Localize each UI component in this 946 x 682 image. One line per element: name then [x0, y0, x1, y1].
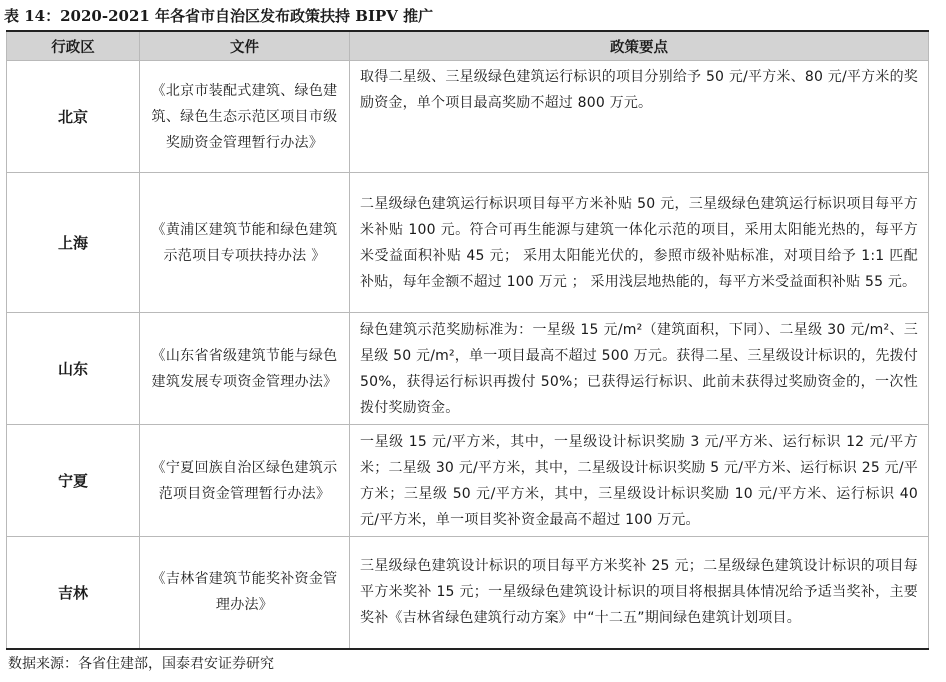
table-row: [7, 173, 929, 313]
table-row: [7, 313, 929, 425]
table-row: [7, 537, 929, 649]
policy-points-cell: 二星级绿色建筑运行标识项目每平方米补贴 50 元，三星级绿色建筑运行标识项目每平方米补贴 100 元。符合可再生能源与建筑一体化示范的项目，采用太阳能光热的，每平方米受益面积补贴 45 元； 采用太阳能光伏的，参照市级补贴标准，对项目给予 1:1 匹配补贴，每年金额不超过 100 万元 ； 采用浅层地热能的，每平方米受益面积补贴 55 元。: [350, 173, 929, 313]
document-cell: 《黄浦区建筑节能和绿色建筑示范项目专项扶持办法 》: [140, 173, 350, 313]
document-cell: 《宁夏回族自治区绿色建筑示范项目资金管理暂行办法》: [140, 425, 350, 537]
table-title: 表 14：2020-2021 年各省市自治区发布政策扶持 BIPV 推广: [4, 7, 434, 25]
policy-points-cell: 三星级绿色建筑设计标识的项目每平方米奖补 25 元；二星级绿色建筑设计标识的项目每平方米奖补 15 元；一星级绿色建筑设计标识的项目将根据具体情况给予适当奖补，主要奖补《吉林省绿色建筑行动方案》中“十二五”期间绿色建筑计划项目。: [350, 537, 929, 649]
column-header-points: 政策要点: [350, 31, 929, 61]
region-cell: 北京: [7, 61, 140, 173]
region-cell: 上海: [7, 173, 140, 313]
column-header-region: 行政区: [7, 31, 140, 61]
table-row: [7, 425, 929, 537]
document-cell: 《北京市装配式建筑、绿色建筑、绿色生态示范区项目市级奖励资金管理暂行办法》: [140, 61, 350, 173]
policy-points-cell: 取得二星级、三星级绿色建筑运行标识的项目分别给予 50 元/平方米、80 元/平方米的奖励资金，单个项目最高奖励不超过 800 万元。: [350, 61, 929, 173]
policy-points-cell: 绿色建筑示范奖励标准为：一星级 15 元/m²（建筑面积，下同）、二星级 30 元/m²、三星级 50 元/m²，单一项目最高不超过 500 万元。获得二星、三星级设计标识的，先拨付 50%，获得运行标识再拨付 50%；已获得运行标识、此前未获得过奖励资金的，一次性拨付奖励资金。: [350, 313, 929, 425]
region-cell: 山东: [7, 313, 140, 425]
policy-points-cell: 一星级 15 元/平方米，其中，一星级设计标识奖励 3 元/平方米、运行标识 12 元/平方米；二星级 30 元/平方米，其中，二星级设计标识奖励 5 元/平方米、运行标识 25 元/平方米；三星级 50 元/平方米，其中，三星级设计标识奖励 10 元/平方米、运行标识 40 元/平方米，单一项目奖补资金最高不超过 100 万元。: [350, 425, 929, 537]
table-row: [7, 61, 929, 173]
table-header-row: [7, 31, 929, 61]
document-cell: 《山东省省级建筑节能与绿色建筑发展专项资金管理办法》: [140, 313, 350, 425]
region-cell: 宁夏: [7, 425, 140, 537]
policy-table: [6, 30, 929, 650]
document-cell: 《吉林省建筑节能奖补资金管理办法》: [140, 537, 350, 649]
region-cell: 吉林: [7, 537, 140, 649]
column-header-document: 文件: [140, 31, 350, 61]
data-source-note: 数据来源：各省住建部，国泰君安证券研究: [8, 656, 274, 672]
